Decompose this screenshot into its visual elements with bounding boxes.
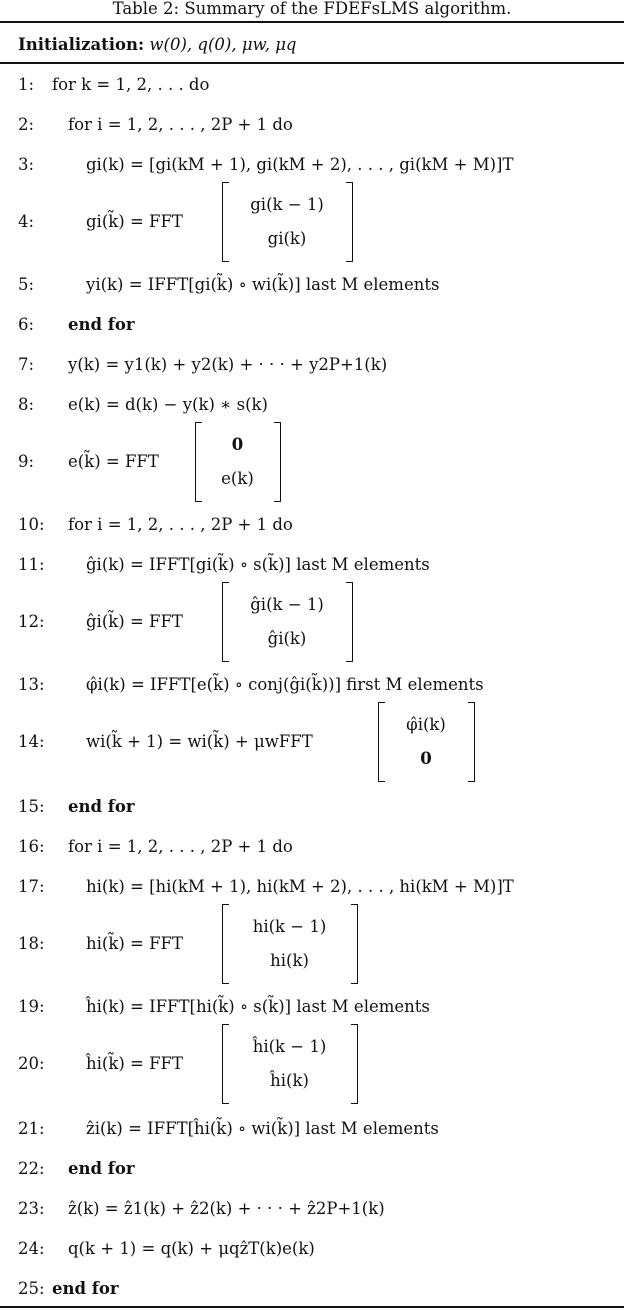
line-number: 1: (18, 75, 35, 94)
initialization-line (18, 32, 296, 58)
top-rule (0, 21, 624, 23)
matrix-left-bracket (378, 702, 385, 782)
algorithm-line-14 (0, 702, 624, 782)
matrix-right-bracket (351, 904, 358, 984)
line-number: 13: (18, 675, 45, 694)
algorithm-line-13 (0, 672, 624, 698)
line-number: 16: (18, 837, 45, 856)
algorithm-line-22 (0, 1156, 624, 1182)
matrix-entry-1: ĥi(k − 1) (252, 1037, 327, 1056)
algorithm-line-1 (0, 72, 624, 98)
line-number: 2: (18, 115, 35, 134)
initialization-label: Initialization: (18, 35, 145, 54)
line-number: 10: (18, 515, 45, 534)
line-number: 3: (18, 155, 35, 174)
line-number: 9: (18, 452, 35, 471)
line-number: 19: (18, 997, 45, 1016)
matrix-entry-2: ĥi(k) (270, 1071, 309, 1090)
line-code: ĥi(k) = IFFT[hi(k̃) ∘ s(k̃)] last M elements (86, 997, 430, 1016)
matrix-left-bracket (195, 422, 202, 502)
algorithm-line-17 (0, 874, 624, 900)
line-code: e(k̃) = FFT (68, 452, 159, 471)
algorithm-line-7 (0, 352, 624, 378)
line-code: yi(k) = IFFT[gi(k̃) ∘ wi(k̃)] last M elements (86, 275, 440, 294)
matrix-right-bracket (346, 182, 353, 262)
line-number: 7: (18, 355, 35, 374)
matrix-entry-1: gi(k − 1) (250, 195, 324, 214)
line-number: 20: (18, 1054, 45, 1073)
line-code: for k = 1, 2, . . . do (52, 75, 210, 94)
algorithm-line-25 (0, 1276, 624, 1302)
line-code: ẑi(k) = IFFT[ĥi(k̃) ∘ wi(k̃)] last M elements (86, 1119, 439, 1138)
line-code: end for (68, 797, 135, 816)
matrix-left-bracket (222, 1024, 229, 1104)
line-code: φ̂i(k) = IFFT[e(k̃) ∘ conj(ĝi(k̃))] first M elements (86, 675, 484, 694)
algorithm-line-21 (0, 1116, 624, 1142)
matrix-entry-2: 0 (420, 749, 432, 768)
matrix-left-bracket (222, 904, 229, 984)
line-code: wi(k̃ + 1) = wi(k̃) + μwFFT (86, 732, 313, 751)
algorithm-line-20 (0, 1024, 624, 1104)
algorithm-line-18 (0, 904, 624, 984)
line-code: hi(k) = [hi(kM + 1), hi(kM + 2), . . . , hi(kM + M)]T (86, 877, 514, 896)
algorithm-line-5 (0, 272, 624, 298)
table-caption: Table 2: Summary of the FDEFsLMS algorithm. (112, 0, 512, 18)
line-code: ẑ(k) = ẑ1(k) + ẑ2(k) + · · · + ẑ2P+1(k) (68, 1199, 385, 1218)
algorithm-line-12 (0, 582, 624, 662)
line-code: end for (68, 315, 135, 334)
line-code: gi(k) = [gi(kM + 1), gi(kM + 2), . . . , gi(kM + M)]T (86, 155, 514, 174)
line-code: ĥi(k̃) = FFT (86, 1054, 183, 1073)
line-number: 12: (18, 612, 45, 631)
matrix-left-bracket (222, 582, 229, 662)
line-number: 23: (18, 1199, 45, 1218)
matrix-entry-2: ĝi(k) (267, 629, 307, 648)
algorithm-line-2 (0, 112, 624, 138)
line-number: 17: (18, 877, 45, 896)
bottom-rule (0, 1306, 624, 1308)
algorithm-line-24 (0, 1236, 624, 1262)
line-code: for i = 1, 2, . . . , 2P + 1 do (68, 515, 293, 534)
line-number: 8: (18, 395, 35, 414)
line-number: 5: (18, 275, 35, 294)
line-code: gi(k̃) = FFT (86, 212, 183, 231)
matrix-right-bracket (346, 582, 353, 662)
algorithm-line-16 (0, 834, 624, 860)
line-number: 18: (18, 934, 45, 953)
line-code: e(k) = d(k) − y(k) ∗ s(k) (68, 395, 268, 414)
line-number: 25: (18, 1279, 45, 1298)
matrix-entry-1: 0 (231, 435, 244, 454)
line-code: end for (68, 1159, 135, 1178)
line-code: y(k) = y1(k) + y2(k) + · · · + y2P+1(k) (68, 355, 388, 374)
line-code: for i = 1, 2, . . . , 2P + 1 do (68, 837, 293, 856)
matrix-left-bracket (222, 182, 229, 262)
algorithm-line-10 (0, 512, 624, 538)
algorithm-line-9 (0, 422, 624, 502)
algorithm-line-19 (0, 994, 624, 1020)
matrix-entry-1: φ̂i(k) (406, 715, 446, 734)
matrix-entry-1: ĝi(k − 1) (250, 595, 324, 614)
line-code: hi(k̃) = FFT (86, 934, 183, 953)
matrix-entry-2: e(k) (221, 469, 254, 488)
line-number: 11: (18, 555, 45, 574)
line-number: 24: (18, 1239, 45, 1258)
algorithm-line-8 (0, 392, 624, 418)
matrix-entry-2: hi(k) (270, 951, 309, 970)
algorithm-line-6 (0, 312, 624, 338)
matrix-right-bracket (274, 422, 281, 502)
line-number: 14: (18, 732, 45, 751)
algorithm-line-11 (0, 552, 624, 578)
algorithm-line-23 (0, 1196, 624, 1222)
line-number: 15: (18, 797, 45, 816)
line-number: 4: (18, 212, 35, 231)
matrix-right-bracket (351, 1024, 358, 1104)
line-code: ĝi(k) = IFFT[gi(k̃) ∘ s(k̃)] last M elements (86, 555, 430, 574)
algorithm-line-3 (0, 152, 624, 178)
algorithm-line-4 (0, 182, 624, 262)
line-number: 22: (18, 1159, 45, 1178)
initialization-params: w(0), q(0), μw, μq (149, 35, 297, 54)
matrix-right-bracket (468, 702, 475, 782)
line-code: for i = 1, 2, . . . , 2P + 1 do (68, 115, 293, 134)
line-code: ĝi(k̃) = FFT (86, 612, 183, 631)
line-code: q(k + 1) = q(k) + μqẑT(k)e(k) (68, 1239, 315, 1258)
line-number: 21: (18, 1119, 45, 1138)
matrix-entry-2: gi(k) (267, 229, 307, 248)
algorithm-line-15 (0, 794, 624, 820)
matrix-entry-1: hi(k − 1) (252, 917, 327, 936)
line-code: end for (52, 1279, 119, 1298)
header-rule (0, 62, 624, 64)
line-number: 6: (18, 315, 35, 334)
